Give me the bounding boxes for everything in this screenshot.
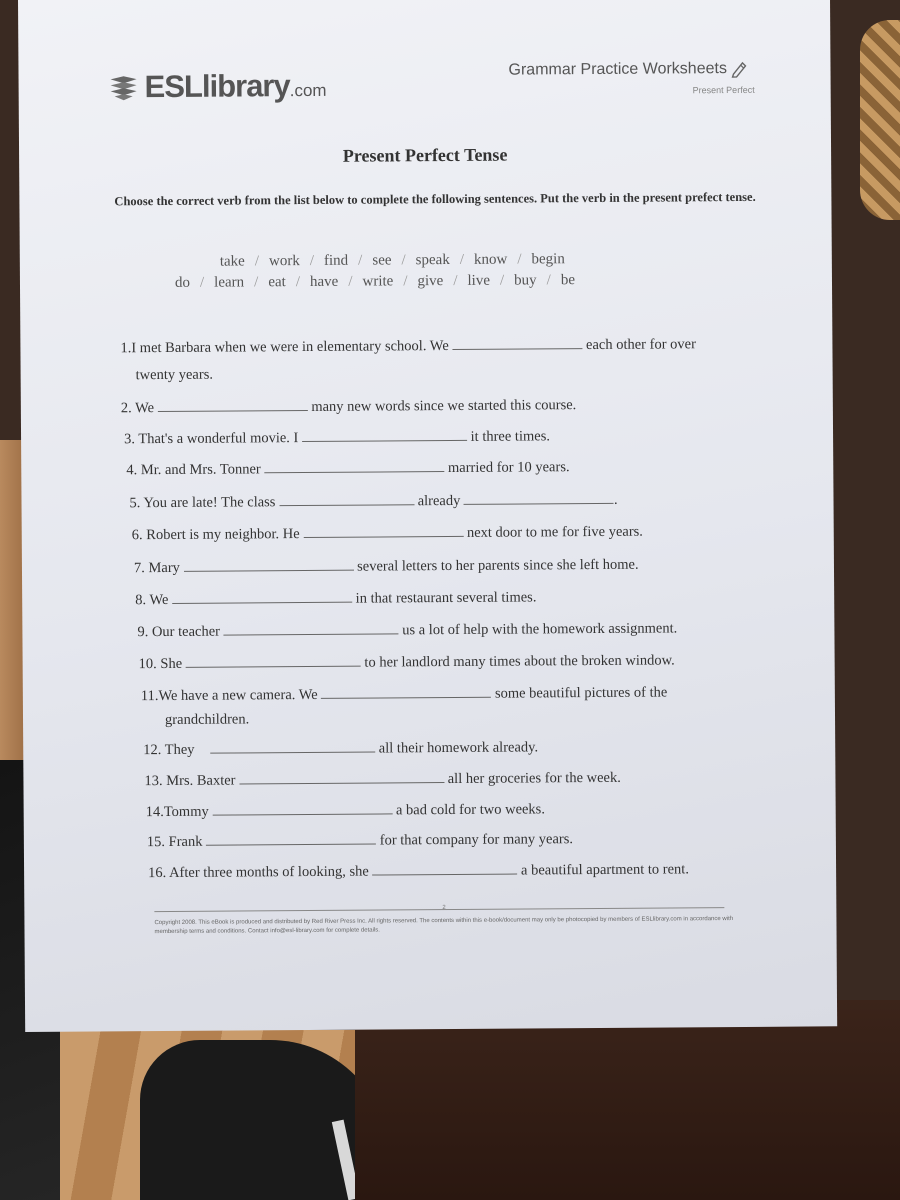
answer-blank[interactable] [303,524,463,538]
question-text-after: already [417,492,461,510]
word-bank-word: be [560,272,576,289]
copyright-notice: Copyright 2008. This eBook is produced and distributed by Red River Press Inc. All rights reserved. The contents within this e-book/document may only be photocopied by members of ESLlibrary.com in accordance with membership terms and conditions. Contact info@esl-library.com for complete details. [154,916,734,936]
worksheet-page [18,0,837,1032]
logo-suffix: .com [289,80,327,101]
logo-text: ESLlibrary [144,68,290,105]
question-5 [129,491,617,512]
word-bank-word: find [323,252,349,269]
word-separator: / [546,272,551,289]
answer-blank[interactable] [372,862,517,876]
question-text-after: us a lot of help with the homework assignment. [402,620,678,639]
series-title-text: Grammar Practice Worksheets [508,60,727,79]
word-separator: / [348,273,353,290]
question-text-after: in that restaurant several times. [355,589,537,607]
answer-blank[interactable] [212,801,392,815]
word-bank-word: know [473,251,508,268]
question-1-continued: twenty years. [135,366,213,384]
wooden-table [355,1000,900,1200]
word-bank-word: eat [268,274,286,291]
instructions: Choose the correct verb from the list below to complete the following sentences. Put the verb in the present prefect tense. [114,189,756,209]
question-text-after: many new words since we started this course. [311,397,577,415]
word-bank-word: write [362,273,394,290]
question-2 [121,396,577,417]
footer-divider [154,907,724,912]
question-text: 13. Mrs. Baxter [144,772,236,790]
question-text: 9. Our teacher [137,623,221,641]
question-text-after: some beautiful pictures of the [494,684,668,702]
word-bank [20,249,832,291]
question-3 [124,427,550,448]
word-separator: / [199,274,205,291]
word-bank-word: see [372,252,392,269]
question-text: 7. Mary [133,559,180,577]
question-text-after: several letters to her parents since she left home. [357,556,639,575]
question-9 [137,619,677,641]
word-bank-word: live [467,272,491,289]
question-text: 3. That's a wonderful movie. I [124,430,299,448]
answer-blank[interactable] [464,491,614,505]
word-bank-word: speak [415,251,450,269]
word-bank-row-1 [220,251,565,270]
question-6 [132,523,643,545]
question-text-after: for that company for many years. [379,831,574,849]
series-subtitle: Present Perfect [692,84,755,96]
question-11 [141,683,668,705]
word-separator: / [254,253,260,270]
word-separator: / [499,272,505,289]
question-text-after: next door to me for five years. [466,523,643,541]
word-bank-word: give [417,273,444,290]
question-15 [147,830,573,851]
word-separator: / [358,252,363,269]
question-text: 8. We [135,591,169,609]
question-text: 14.Tommy [145,803,209,821]
word-bank-word: take [219,253,245,270]
answer-blank[interactable] [302,428,467,442]
word-bank-word: work [268,253,300,270]
page-number: 2 [442,905,446,912]
answer-blank[interactable] [279,492,414,506]
word-separator: / [254,274,259,291]
question-1 [120,335,696,357]
question-16 [148,860,689,882]
worksheet-title: Present Perfect Tense [342,144,508,166]
question-text: 2. We [120,400,155,417]
word-separator: / [295,274,301,291]
answer-blank[interactable] [452,336,582,350]
question-text: 10. She [138,655,183,673]
word-bank-word: do [174,274,191,291]
question-text-after: all their homework already. [378,739,539,757]
question-text: 11.We have a new camera. We [140,686,318,705]
word-separator: / [517,251,522,268]
question-text-after: a bad cold for two weeks. [395,801,545,819]
question-text: 16. After three months of looking, she [148,863,369,882]
answer-blank[interactable] [321,685,491,699]
question-text-after: a beautiful apartment to rent. [520,861,689,879]
answer-blank[interactable] [158,398,308,412]
question-text-after: each other for over [585,336,696,354]
question-14 [146,800,545,821]
question-text-after: all her groceries for the week. [447,769,621,788]
question-10 [139,651,675,673]
question-text-after: to her landlord many times about the broken window. [364,652,675,671]
question-12 [143,738,538,759]
answer-blank[interactable] [186,654,361,668]
pencil-icon [731,60,749,78]
answer-blank[interactable] [264,459,444,473]
question-13 [144,769,620,790]
answer-blank[interactable] [224,621,399,635]
question-11-continued: grandchildren. [164,711,250,728]
answer-blank[interactable] [239,770,444,784]
word-bank-word: have [309,273,339,290]
question-text: 4. Mr. and Mrs. Tonner [126,461,261,479]
question-4 [126,458,569,479]
word-separator: / [403,273,408,290]
books-logo-icon [109,75,139,101]
question-end: . [613,491,618,508]
answer-blank[interactable] [206,832,376,846]
question-text-after: it three times. [470,428,550,445]
question-7 [134,556,639,578]
answer-blank[interactable] [183,558,353,572]
wicker-basket [860,20,900,220]
question-8 [135,588,536,609]
answer-blank[interactable] [210,740,375,754]
question-text: 15. Frank [146,833,203,851]
question-text: 1.I met Barbara when we were in elementary school. We [120,338,449,357]
word-bank-row-2 [175,272,575,292]
word-separator: / [453,272,458,289]
question-text: 5. You are late! The class [129,494,276,512]
question-text: 12. They [143,741,195,759]
word-separator: / [459,251,465,268]
word-separator: / [309,252,315,269]
word-bank-word: begin [531,251,565,268]
esl-library-logo [108,68,326,106]
word-separator: / [401,252,406,269]
series-title [508,60,749,80]
question-text: 6. Robert is my neighbor. He [131,526,300,544]
answer-blank[interactable] [172,590,352,604]
word-bank-word: buy [514,272,537,289]
question-text-after: married for 10 years. [447,459,570,477]
word-bank-word: learn [214,274,245,291]
